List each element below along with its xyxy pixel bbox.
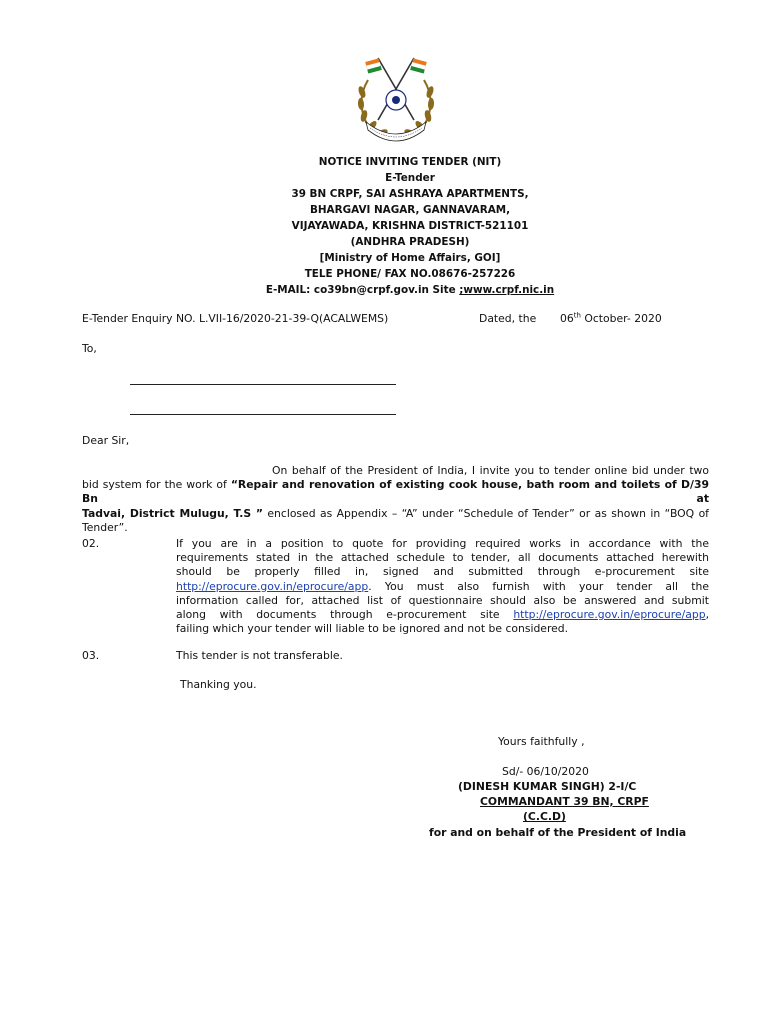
- para-2-line-6: [176, 608, 709, 622]
- closing-text: Yours faithfully ,: [498, 735, 585, 748]
- enquiry-date: [560, 312, 662, 326]
- signatory-unit: (C.C.D): [523, 810, 566, 823]
- intro-line-4: Tender”.: [82, 520, 128, 534]
- intro-line-2: [82, 478, 709, 506]
- thanking-text: Thanking you.: [180, 678, 257, 691]
- email-site-line: [200, 282, 620, 298]
- intro-paragraph: [82, 464, 709, 535]
- work-title-part-2: Tadvai, District Mulugu, T.S ”: [82, 506, 263, 520]
- para-2-line-6-prefix: along with documents through e-procurement site: [176, 608, 514, 622]
- para-3-text: This tender is not transferable.: [176, 649, 343, 662]
- para-2-line-3: should be properly filled in, signed and submitted through e-procurement site: [176, 565, 709, 579]
- address-line-2: BHARGAVI NAGAR, GANNAVARAM,: [309, 204, 511, 216]
- behalf-text: for and on behalf of the President of India: [429, 826, 687, 839]
- notice-header: [200, 154, 620, 298]
- para-2-number: 02.: [82, 537, 100, 550]
- date-day: 06: [560, 312, 574, 325]
- address-line-5: [Ministry of Home Affairs, GOI]: [319, 252, 501, 264]
- address-line-3: VIJAYAWADA, KRISHNA DISTRICT-521101: [291, 220, 529, 232]
- enquiry-number: E-Tender Enquiry NO. L.VII-16/2020-21-39-Q(ACALWEMS): [82, 312, 389, 325]
- date-day-suffix: th: [573, 311, 581, 320]
- intro-line-1: On behalf of the President of India, I invite you to tender online bid under two: [272, 464, 709, 477]
- to-label: To,: [82, 342, 97, 355]
- para-3-number: 03.: [82, 649, 100, 662]
- crpf-emblem-logo: [348, 50, 444, 146]
- email-text: E-MAIL: co39bn@crpf.gov.in Site: [265, 284, 460, 296]
- para-2-line-7: failing which your tender will liable to be ignored and not be considered.: [176, 622, 569, 636]
- address-line-6: TELE PHONE/ FAX NO.08676-257226: [304, 268, 516, 280]
- addressee-blank-line-1: [130, 384, 396, 385]
- para-2-line-1: If you are in a position to quote for providing required works in accordance with the: [176, 537, 709, 550]
- para-2-text: [176, 537, 709, 636]
- notice-subtitle: E-Tender: [385, 172, 435, 184]
- date-month-year: October- 2020: [580, 312, 662, 325]
- intro-line-3: [82, 507, 709, 521]
- eprocure-link-1[interactable]: http://eprocure.gov.in/eprocure/app: [176, 579, 369, 593]
- para-2-line-6-suffix: ,: [705, 608, 709, 622]
- dated-label: Dated, the: [479, 312, 537, 325]
- para-2-line-4-suffix: . You must also furnish with your tender all the: [368, 579, 709, 593]
- work-title-part-1: “Repair and renovation of existing cook house, bath room and toilets of D/39 Bn at: [82, 478, 709, 506]
- addressee-blank-line-2: [130, 414, 396, 415]
- para-2-line-2: requirements stated in the attached schedule to tender, all documents attached herewith: [176, 551, 709, 565]
- para-2-line-5: information called for, attached list of questionnaire should also be answered and submit: [176, 593, 709, 607]
- para-2-line-4: [176, 580, 709, 594]
- signatory-name: (DINESH KUMAR SINGH) 2-I/C: [458, 780, 637, 793]
- signed-date: Sd/- 06/10/2020: [502, 765, 589, 778]
- eprocure-link-2[interactable]: http://eprocure.gov.in/eprocure/app: [513, 608, 706, 622]
- intro-line-2-prefix: bid system for the work of: [82, 478, 231, 492]
- intro-line-3-suffix: enclosed as Appendix – “A” under “Schedule of Tender” or as shown in “BOQ of: [262, 506, 709, 520]
- address-line-4: (ANDHRA PRADESH): [350, 236, 470, 248]
- notice-title: NOTICE INVITING TENDER (NIT): [318, 156, 502, 168]
- address-line-1: 39 BN CRPF, SAI ASHRAYA APARTMENTS,: [291, 188, 529, 200]
- site-link[interactable]: ;www.crpf.nic.in: [459, 284, 555, 296]
- salutation: Dear Sir,: [82, 434, 130, 447]
- signatory-designation: COMMANDANT 39 BN, CRPF: [480, 795, 649, 808]
